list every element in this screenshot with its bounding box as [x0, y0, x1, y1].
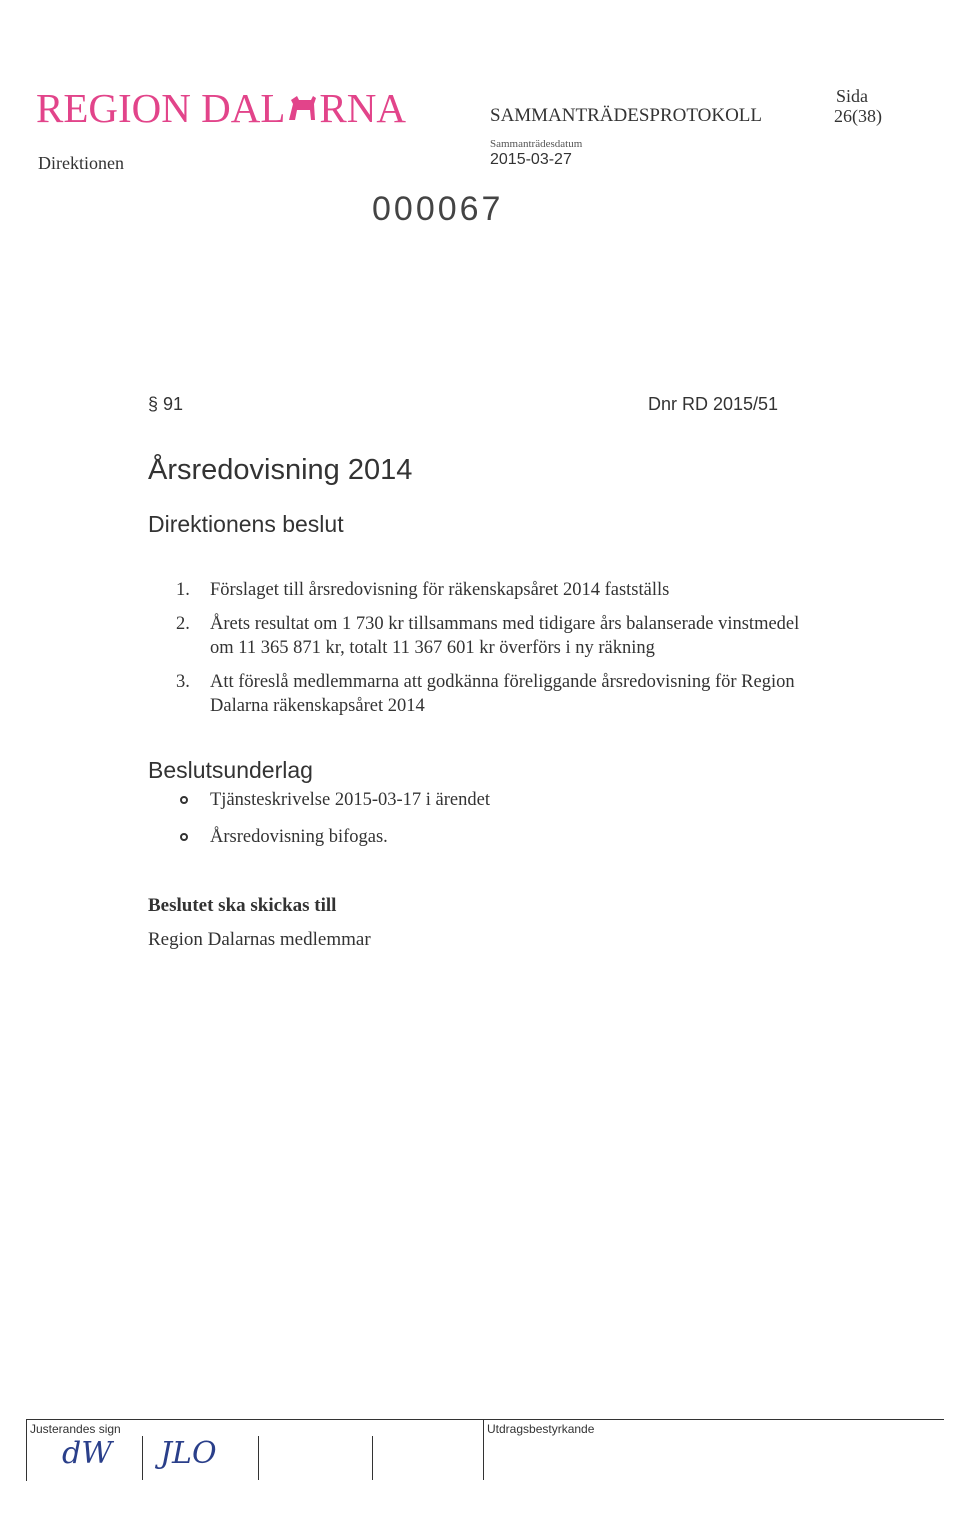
recipient: Region Dalarnas medlemmar — [148, 929, 371, 950]
basis-list — [176, 788, 490, 862]
sign-divider — [372, 1436, 373, 1480]
decision-number: 3. — [176, 672, 190, 692]
extract-label: Utdragsbestyrkande — [487, 1422, 595, 1436]
decision-text: Förslaget till årsredovisning för räkenskapsåret 2014 fastställs — [210, 580, 670, 600]
decision-number: 1. — [176, 580, 190, 600]
bullet-icon — [180, 833, 188, 841]
page-label: Sida — [836, 86, 869, 106]
footer-divider — [26, 1419, 944, 1420]
bullet-icon — [180, 796, 188, 804]
basis-heading: Beslutsunderlag — [148, 757, 313, 783]
decision-heading: Direktionens beslut — [148, 511, 344, 537]
decision-item — [176, 612, 816, 660]
signature-initials: dW — [62, 1436, 113, 1471]
unit-name: Direktionen — [38, 153, 124, 173]
basis-item — [176, 788, 490, 825]
signature-initials: JLO — [160, 1436, 217, 1471]
basis-text: Tjänsteskrivelse 2015-03-17 i ärendet — [210, 790, 490, 810]
basis-text: Årsredovisning bifogas. — [210, 827, 388, 847]
region-logo — [36, 84, 406, 132]
diary-number: Dnr RD 2015/51 — [648, 394, 779, 414]
decision-item — [176, 670, 816, 718]
logo-text-end: RNA — [319, 85, 406, 131]
footer-box-left-edge — [26, 1419, 27, 1481]
document-type: SAMMANTRÄDESPROTOKOLL — [490, 105, 763, 126]
dalahorse-icon — [285, 90, 319, 124]
sendto-heading: Beslutet ska skickas till — [148, 895, 337, 916]
decision-text: Årets resultat om 1 730 kr tillsammans med tidigare års balanserade vinstmedel om 11 365 871 kr, totalt 11 367 601 kr överförs i ny räkning — [210, 614, 800, 658]
sign-divider — [142, 1436, 143, 1480]
decision-number: 2. — [176, 614, 190, 634]
page-number: 26(38) — [834, 106, 882, 126]
page-title: Årsredovisning 2014 — [148, 454, 413, 486]
basis-item — [176, 825, 490, 862]
date-label: Sammanträdesdatum — [490, 138, 583, 150]
sign-divider — [258, 1436, 259, 1480]
meeting-date: 2015-03-27 — [490, 151, 572, 168]
extract-divider — [483, 1420, 484, 1480]
decision-item — [176, 578, 816, 602]
stamp-number: 000067 — [372, 190, 504, 228]
decision-text: Att föreslå medlemmarna att godkänna föreliggande årsredovisning för Region Dalarna räkenskapsåret 2014 — [210, 672, 795, 716]
sign-label: Justerandes sign — [30, 1422, 121, 1436]
logo-text-start: REGION DAL — [36, 85, 286, 131]
decision-list — [176, 578, 816, 728]
paragraph-number: § 91 — [148, 394, 184, 414]
